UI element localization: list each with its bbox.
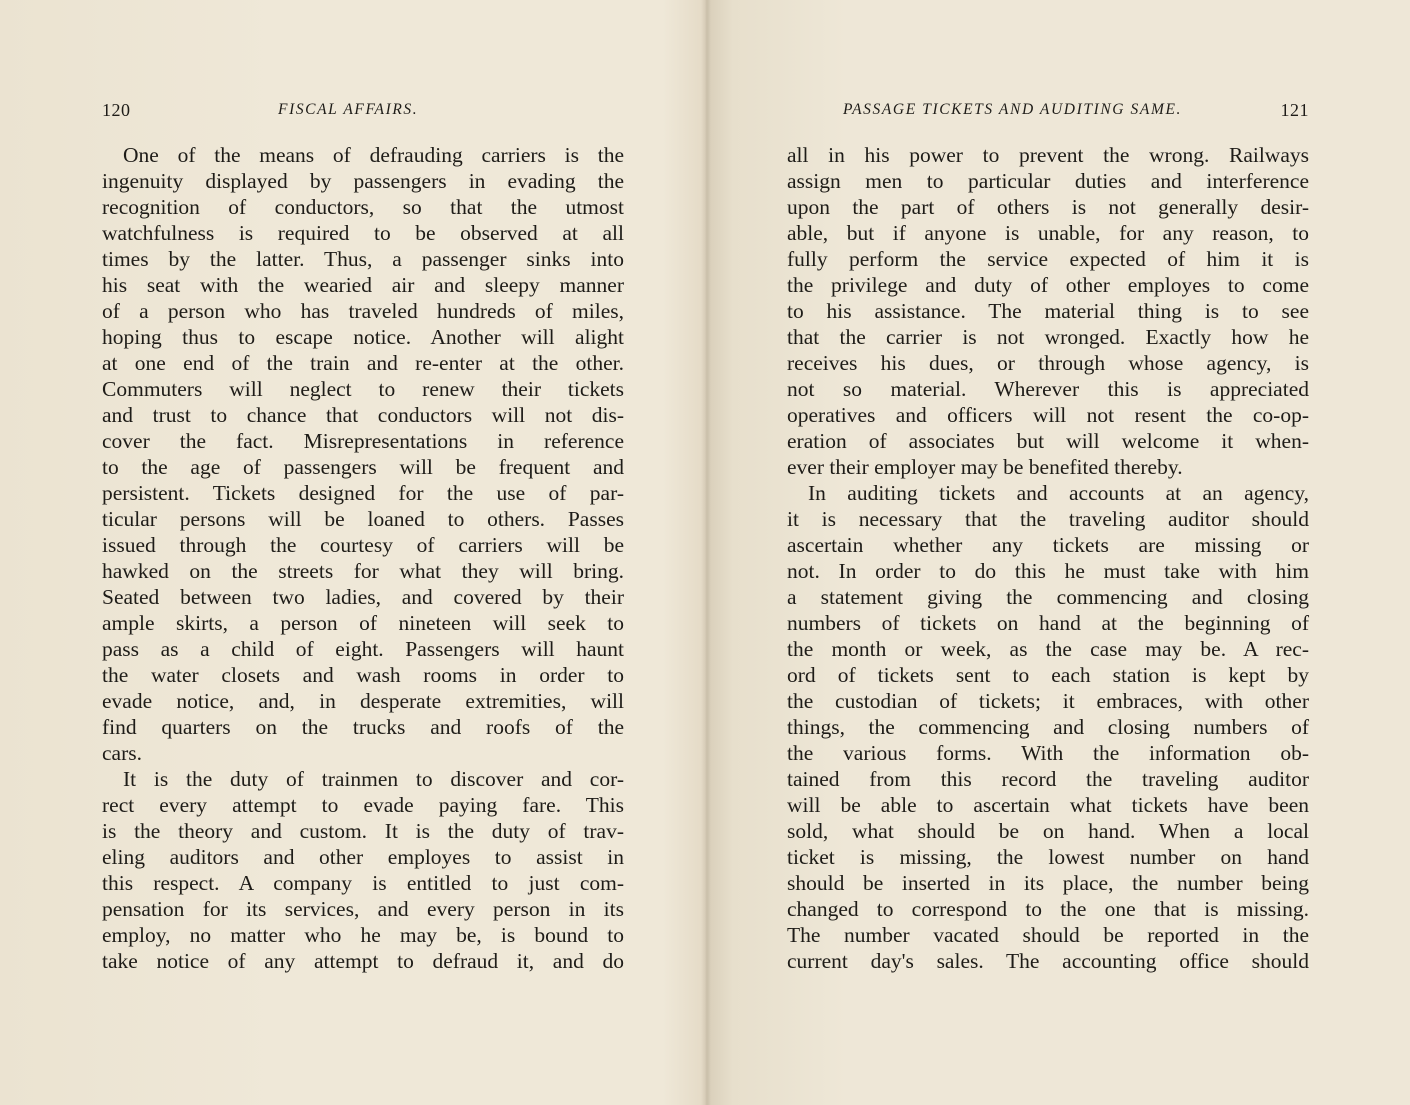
text-line: eling auditors and other employes to assist in	[102, 845, 624, 869]
text-line: the privilege and duty of other employes to come	[787, 273, 1309, 297]
text-line: numbers of tickets on hand at the beginning of	[787, 611, 1309, 635]
text-line: Seated between two ladies, and covered by their	[102, 585, 624, 609]
text-line: to the age of passengers will be frequent and	[102, 455, 624, 479]
text-line: receives his dues, or through whose agency, is	[787, 351, 1309, 375]
text-line: things, the commencing and closing numbers of	[787, 715, 1309, 739]
text-line: times by the latter. Thus, a passenger sinks into	[102, 247, 624, 271]
text-line: find quarters on the trucks and roofs of the	[102, 715, 624, 739]
text-line: take notice of any attempt to defraud it, and do	[102, 949, 624, 973]
left-page-body	[102, 142, 624, 974]
text-line: the water closets and wash rooms in order to	[102, 663, 624, 687]
text-line: ever their employer may be benefited thereby.	[787, 455, 1183, 479]
text-line: In auditing tickets and accounts at an agency,	[808, 481, 1309, 505]
text-line: at one end of the train and re-enter at the other.	[102, 351, 624, 375]
text-line: should be inserted in its place, the number being	[787, 871, 1309, 895]
right-running-head: PASSAGE TICKETS AND AUDITING SAME.	[843, 101, 1183, 118]
text-line: a statement giving the commencing and closing	[787, 585, 1309, 609]
text-line: not so material. Wherever this is appreciated	[787, 377, 1309, 401]
book-gutter	[701, 0, 711, 1105]
text-line: sold, what should be on hand. When a local	[787, 819, 1309, 843]
text-line: fully perform the service expected of him it is	[787, 247, 1309, 271]
text-line: cover the fact. Misrepresentations in reference	[102, 429, 624, 453]
text-line: tained from this record the traveling auditor	[787, 767, 1309, 791]
text-line: cars.	[102, 741, 142, 765]
text-line: that the carrier is not wronged. Exactly how he	[787, 325, 1309, 349]
text-line: upon the part of others is not generally desir-	[787, 195, 1309, 219]
right-page	[787, 0, 1309, 1105]
text-line: of a person who has traveled hundreds of miles,	[102, 299, 624, 323]
text-line: hoping thus to escape notice. Another will alight	[102, 325, 624, 349]
text-line: the various forms. With the information ob-	[787, 741, 1309, 765]
left-page-header	[102, 100, 624, 124]
text-line: all in his power to prevent the wrong. Railways	[787, 143, 1309, 167]
text-line: the custodian of tickets; it embraces, with other	[787, 689, 1309, 713]
text-line: employ, no matter who he may be, is bound to	[102, 923, 624, 947]
text-line: evade notice, and, in desperate extremities, will	[102, 689, 624, 713]
text-line: rect every attempt to evade paying fare. This	[102, 793, 624, 817]
text-line: watchfulness is required to be observed at all	[102, 221, 624, 245]
left-page-number: 120	[102, 100, 131, 120]
left-page	[102, 0, 624, 1105]
text-line: ticket is missing, the lowest number on hand	[787, 845, 1309, 869]
text-line: his seat with the wearied air and sleepy manner	[102, 273, 624, 297]
text-line: ticular persons will be loaned to others. Passes	[102, 507, 624, 531]
text-line: this respect. A company is entitled to just com-	[102, 871, 624, 895]
right-page-body	[787, 142, 1309, 974]
text-line: will be able to ascertain what tickets have been	[787, 793, 1309, 817]
text-line: pensation for its services, and every person in its	[102, 897, 624, 921]
text-line: it is necessary that the traveling auditor should	[787, 507, 1309, 531]
text-line: Commuters will neglect to renew their tickets	[102, 377, 624, 401]
text-line: pass as a child of eight. Passengers will haunt	[102, 637, 624, 661]
right-page-header	[787, 100, 1309, 124]
right-page-number: 121	[1280, 100, 1309, 120]
text-line: It is the duty of trainmen to discover and cor-	[123, 767, 624, 791]
text-line: able, but if anyone is unable, for any reason, to	[787, 221, 1309, 245]
text-line: ingenuity displayed by passengers in evading the	[102, 169, 624, 193]
text-line: changed to correspond to the one that is missing.	[787, 897, 1309, 921]
text-line: ample skirts, a person of nineteen will seek to	[102, 611, 624, 635]
text-line: ascertain whether any tickets are missing or	[787, 533, 1309, 557]
text-line: assign men to particular duties and interference	[787, 169, 1309, 193]
text-line: The number vacated should be reported in the	[787, 923, 1309, 947]
text-line: to his assistance. The material thing is to see	[787, 299, 1309, 323]
text-line: not. In order to do this he must take with him	[787, 559, 1309, 583]
text-line: One of the means of defrauding carriers is the	[123, 143, 624, 167]
left-running-head: FISCAL AFFAIRS.	[278, 101, 419, 118]
text-line: is the theory and custom. It is the duty of trav-	[102, 819, 624, 843]
text-line: eration of associates but will welcome it when-	[787, 429, 1309, 453]
text-line: recognition of conductors, so that the utmost	[102, 195, 624, 219]
text-line: ord of tickets sent to each station is kept by	[787, 663, 1309, 687]
text-line: operatives and officers will not resent the co-op-	[787, 403, 1309, 427]
text-line: and trust to chance that conductors will not dis-	[102, 403, 624, 427]
text-line: hawked on the streets for what they will bring.	[102, 559, 624, 583]
text-line: persistent. Tickets designed for the use of par-	[102, 481, 624, 505]
text-line: current day's sales. The accounting office should	[787, 949, 1309, 973]
text-line: the month or week, as the case may be. A rec-	[787, 637, 1309, 661]
text-line: issued through the courtesy of carriers will be	[102, 533, 624, 557]
